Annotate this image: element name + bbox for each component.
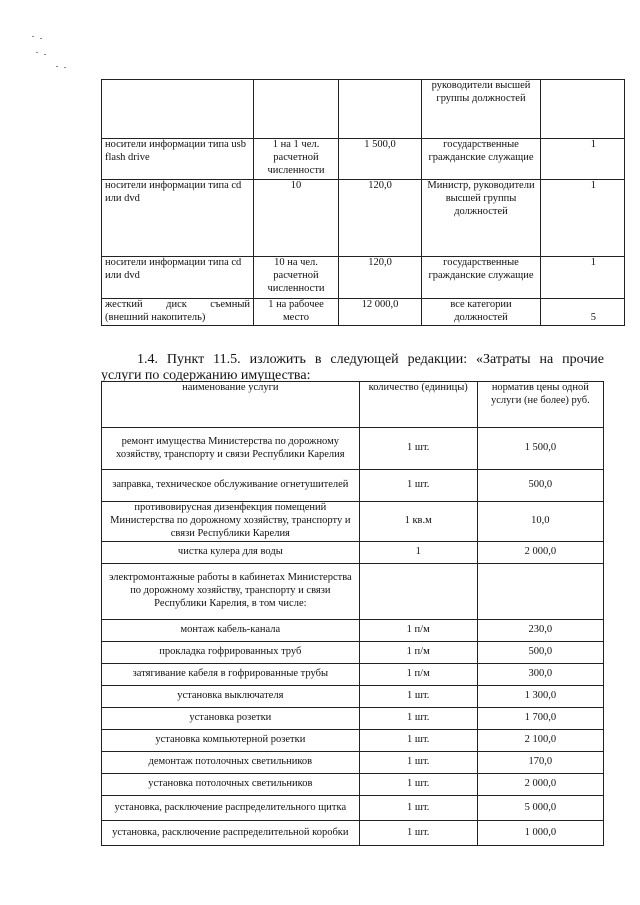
item-category: руководители высшей группы должностей [422,80,541,139]
service-quantity: 1 шт. [359,774,477,796]
item-price: 120,0 [339,257,422,299]
item-name [102,80,254,139]
equipment-table [101,79,625,326]
service-row [102,774,604,796]
equipment-row [102,80,625,139]
service-row [102,664,604,686]
service-row [102,796,604,821]
service-price: 2 000,0 [477,774,603,796]
service-quantity: 1 [359,542,477,564]
header-quantity: количество (единицы) [359,382,477,428]
item-quantity [254,80,339,139]
service-name: затягивание кабеля в гофрированные трубы [102,664,360,686]
item-category: все категории должностей [422,299,541,326]
service-price: 300,0 [477,664,603,686]
service-quantity: 1 шт. [359,428,477,470]
service-price: 1 500,0 [477,428,603,470]
item-category: государственные гражданские служащие [422,257,541,299]
item-name: жесткий диск съемный (внешний накопитель) [102,299,254,326]
item-price [339,80,422,139]
service-name: установка потолочных светильников [102,774,360,796]
service-price: 500,0 [477,470,603,502]
service-name: установка, расключение распределительного щитка [102,796,360,821]
item-price: 120,0 [339,180,422,257]
item-quantity: 1 на 1 чел. расчетной численности [254,139,339,180]
equipment-row [102,257,625,299]
service-name: противовирусная дизенфекция помещений Министерства по дорожному хозяйству, транспорту и связи Республики Карелия [102,502,360,542]
service-price: 10,0 [477,502,603,542]
services-table [101,381,604,846]
item-name: носители информации типа cd или dvd [102,257,254,299]
service-name: чистка кулера для воды [102,542,360,564]
service-quantity: 1 п/м [359,642,477,664]
service-quantity: 1 п/м [359,664,477,686]
item-term: 1 [541,139,625,180]
item-term [541,80,625,139]
service-quantity: 1 шт. [359,708,477,730]
service-row [102,642,604,664]
item-name: носители информации типа usb flash drive [102,139,254,180]
paragraph-line-2: услуги по содержанию имущества: [101,368,311,383]
service-name: демонтаж потолочных светильников [102,752,360,774]
equipment-row [102,139,625,180]
service-quantity: 1 шт. [359,796,477,821]
scan-specks [30,36,90,76]
item-category: Министр, руководители высшей группы должностей [422,180,541,257]
service-name: монтаж кабель-канала [102,620,360,642]
service-price: 500,0 [477,642,603,664]
service-row [102,686,604,708]
item-quantity: 10 на чел. расчетной численности [254,257,339,299]
service-row [102,708,604,730]
service-name: установка розетки [102,708,360,730]
service-row [102,428,604,470]
item-quantity: 10 [254,180,339,257]
service-row [102,620,604,642]
service-price [477,564,603,620]
service-quantity: 1 шт. [359,470,477,502]
service-name: установка компьютерной розетки [102,730,360,752]
service-price: 230,0 [477,620,603,642]
item-term: 1 [541,257,625,299]
service-name: прокладка гофрированных труб [102,642,360,664]
service-price: 1 000,0 [477,821,603,846]
item-category: государственные гражданские служащие [422,139,541,180]
service-quantity [359,564,477,620]
service-name: установка выключателя [102,686,360,708]
service-quantity: 1 шт. [359,821,477,846]
item-name: носители информации типа cd или dvd [102,180,254,257]
service-quantity: 1 п/м [359,620,477,642]
service-row [102,542,604,564]
service-price: 2 100,0 [477,730,603,752]
service-price: 170,0 [477,752,603,774]
equipment-row [102,299,625,326]
paragraph-line-1: 1.4. Пункт 11.5. изложить в следующей редакции: «Затраты на прочие [137,352,604,367]
equipment-row [102,180,625,257]
services-header-row [102,382,604,428]
service-price: 5 000,0 [477,796,603,821]
paragraph-1-4 [101,352,604,384]
item-price: 1 500,0 [339,139,422,180]
header-service-name: наименование услуги [102,382,360,428]
service-quantity: 1 шт. [359,730,477,752]
item-price: 12 000,0 [339,299,422,326]
service-price: 1 300,0 [477,686,603,708]
service-quantity: 1 кв.м [359,502,477,542]
service-price: 1 700,0 [477,708,603,730]
item-term: 5 [541,299,625,326]
item-quantity: 1 на рабочее место [254,299,339,326]
service-name: установка, расключение распределительной коробки [102,821,360,846]
header-price: норматив цены одной услуги (не более) руб. [477,382,603,428]
service-quantity: 1 шт. [359,752,477,774]
service-row [102,821,604,846]
service-row [102,730,604,752]
service-name: заправка, техническое обслуживание огнетушителей [102,470,360,502]
service-row [102,502,604,542]
service-price: 2 000,0 [477,542,603,564]
service-row [102,752,604,774]
service-row [102,564,604,620]
service-name: электромонтажные работы в кабинетах Министерства по дорожному хозяйству, транспорту и связи Республики Карелия, в том числе: [102,564,360,620]
service-row [102,470,604,502]
service-name: ремонт имущества Министерства по дорожному хозяйству, транспорту и связи Республики Карелия [102,428,360,470]
service-quantity: 1 шт. [359,686,477,708]
item-term: 1 [541,180,625,257]
